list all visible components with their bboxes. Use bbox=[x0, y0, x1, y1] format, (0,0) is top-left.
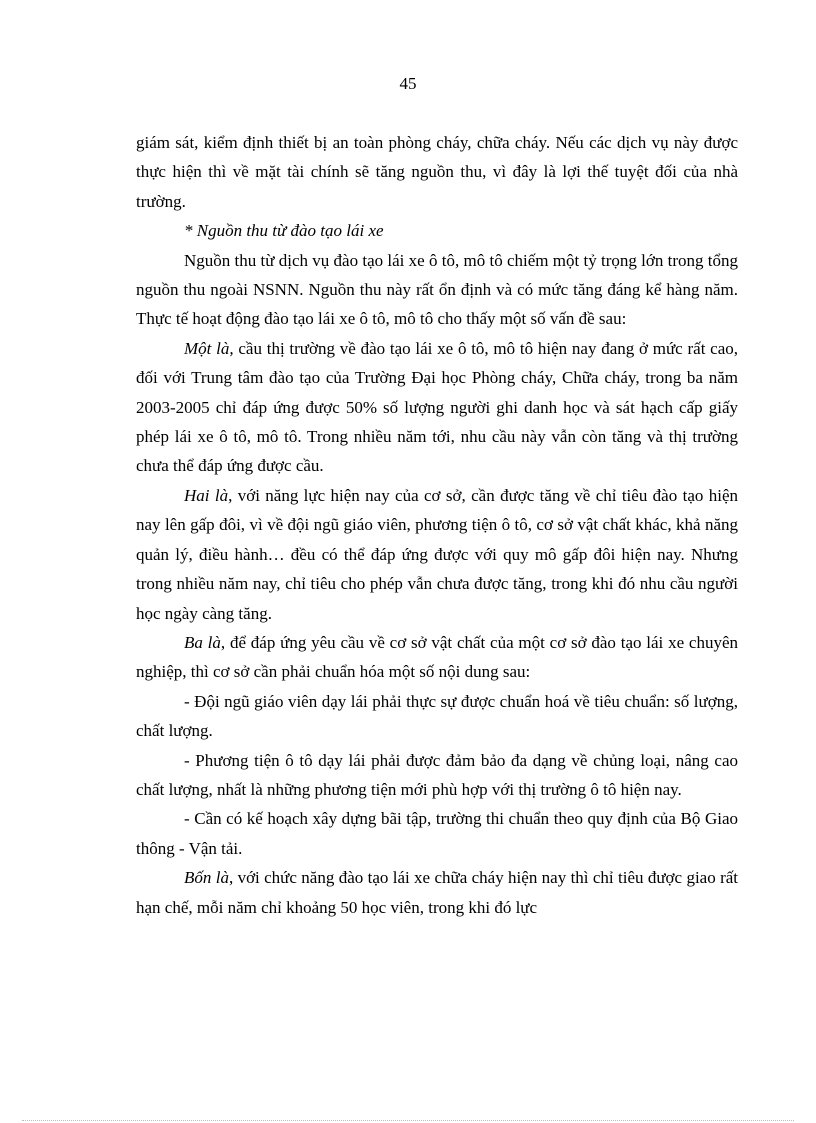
point-text: , với chức năng đào tạo lái xe chữa cháy hiện nay thì chỉ tiêu được giao rất hạn chế, mỗi năm chỉ khoảng 50 học viên, trong khi đó lực bbox=[136, 868, 739, 917]
list-item: - Đội ngũ giáo viên dạy lái phải thực sự được chuẩn hoá về tiêu chuẩn: số lượng, chất lượng. bbox=[136, 691, 738, 741]
page-number: 45 bbox=[399, 74, 417, 93]
paragraph-point-1 bbox=[136, 334, 738, 481]
paragraph-point-4 bbox=[136, 863, 738, 922]
document-body bbox=[136, 128, 738, 922]
section-heading: * Nguồn thu từ đào tạo lái xe bbox=[184, 221, 384, 241]
point-lead: Bốn là bbox=[184, 868, 229, 888]
point-lead: Ba là bbox=[184, 632, 221, 652]
point-text: , với năng lực hiện nay của cơ sở, cần được tăng về chỉ tiêu đào tạo hiện nay lên gấp đôi, vì về đội ngũ giáo viên, phương tiện ô tô, cơ sở vật chất khác, khả năng quản lý, điều hành… đều có thể đáp ứng được với quy mô gấp đôi hiện nay. Nhưng trong nhiều năm nay, chỉ tiêu cho phép vẫn chưa được tăng, trong khi đó nhu cầu người học ngày càng tăng. bbox=[136, 485, 738, 623]
point-lead: Hai là bbox=[184, 485, 229, 505]
point-text: , để đáp ứng yêu cầu về cơ sở vật chất của một cơ sở đào tạo lái xe chuyên nghiệp, thì cơ sở cần phải chuẩn hóa một số nội dung sau: bbox=[136, 632, 738, 682]
point-text: cầu thị trường về đào tạo lái xe ô tô, mô tô hiện nay đang ở mức rất cao, đối với Trung tâm đào tạo của Trường Đại học Phòng cháy, Chữa cháy, trong ba năm 2003-2005 chỉ đáp ứng được 50% số lượng người ghi danh học và sát hạch cấp giấy phép lái xe ô tô, mô tô. Trong nhiều năm tới, nhu cầu này vẫn còn tăng và thị trường chưa thể đáp ứng được cầu. bbox=[136, 338, 739, 476]
paragraph-point-3 bbox=[136, 628, 738, 687]
list-item: - Cần có kế hoạch xây dựng bãi tập, trường thi chuẩn theo quy định của Bộ Giao thông - Vận tải. bbox=[136, 809, 738, 858]
page-bottom-divider bbox=[22, 1120, 794, 1121]
paragraph-continuation: giám sát, kiểm định thiết bị an toàn phòng cháy, chữa cháy. Nếu các dịch vụ này được thực hiện thì về mặt tài chính sẽ tăng nguồn thu, vì đây là lợi thế tuyệt đối của nhà trường. bbox=[136, 133, 738, 211]
list-item: - Phương tiện ô tô dạy lái phải được đảm bảo đa dạng về chủng loại, nâng cao chất lượng, nhất là những phương tiện mới phù hợp với thị trường ô tô hiện nay. bbox=[136, 750, 738, 799]
paragraph-intro: Nguồn thu từ dịch vụ đào tạo lái xe ô tô, mô tô chiếm một tỷ trọng lớn trong tổng nguồn thu ngoài NSNN. Nguồn thu này rất ổn định và có mức tăng đáng kể hàng năm. Thực tế hoạt động đào tạo lái xe ô tô, mô tô cho thấy một số vấn đề sau: bbox=[136, 250, 738, 329]
paragraph-point-2 bbox=[136, 481, 738, 628]
point-lead: Một là, bbox=[184, 338, 234, 358]
